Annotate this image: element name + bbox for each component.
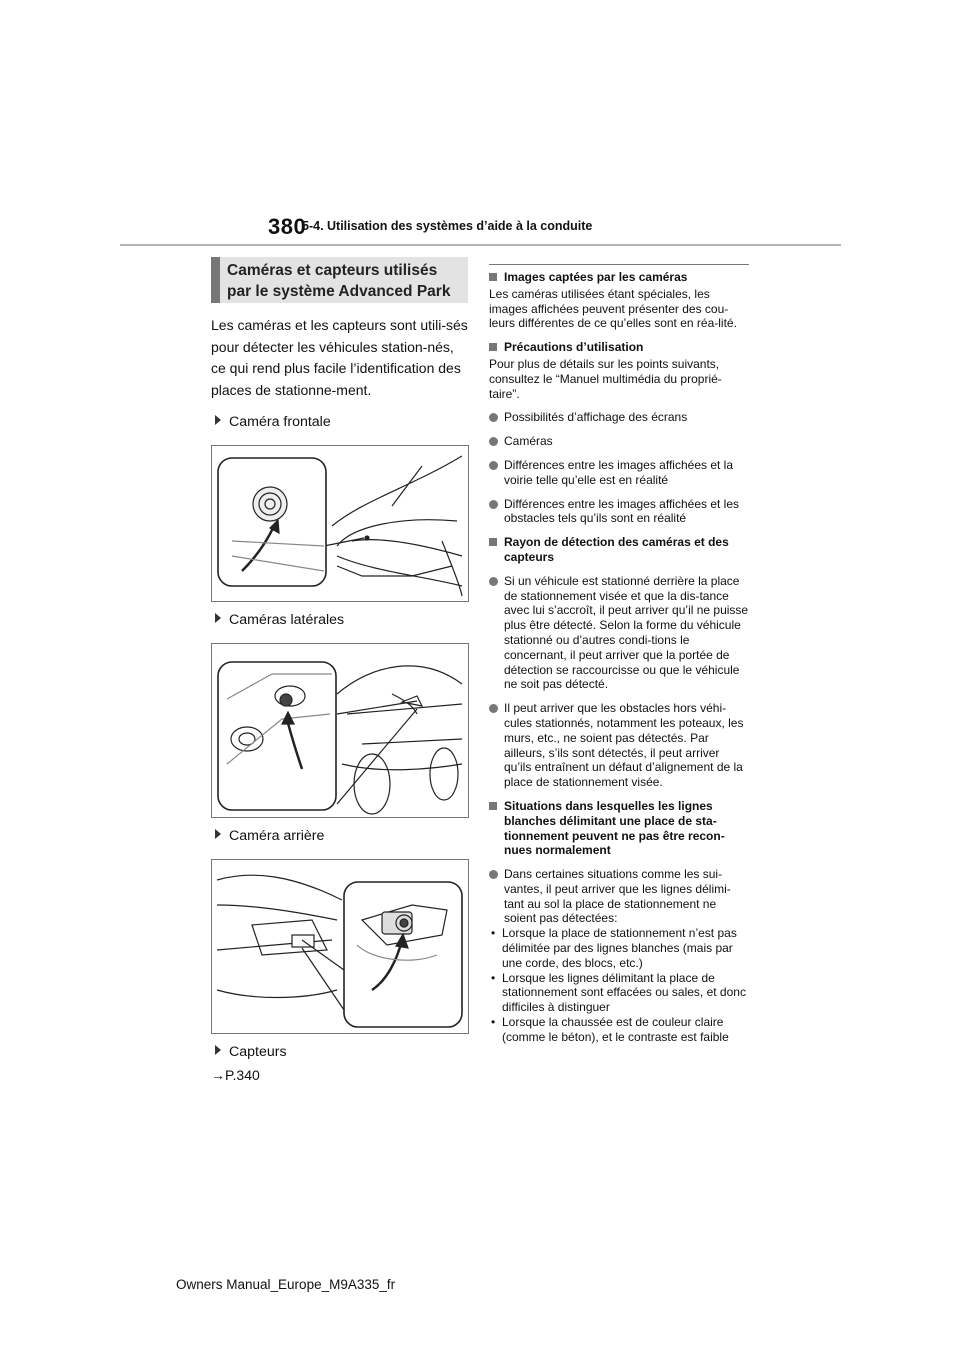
s1-text: Les caméras utilisées étant spéciales, les images affichées peuvent présenter des cou-leurs différentes de ce qu’elles sont en réa-lité. [489, 286, 737, 331]
left-column [211, 257, 468, 1083]
figure-front-camera [211, 445, 469, 602]
intro-paragraph: Les caméras et les capteurs sont utili-sés pour détecter les véhicules station-nés, ce qui rend plus facile l’identification des places de stationne-ment. [211, 317, 468, 398]
item-sensors: Capteurs [211, 1044, 468, 1060]
s4-sub-item-1: • Lorsque la place de stationnement n’est pas délimitée par des lignes blanches (mais par une corde, des blocs, etc.) [489, 926, 749, 970]
s2-bullet-1: Possibilités d’affichage des écrans [489, 410, 749, 425]
figure-side-cameras [211, 643, 469, 818]
heading-line-2: par le système Advanced Park [227, 283, 451, 300]
s3-bullet-1: Si un véhicule est stationné derrière la place de stationnement visée et que la dis-tance avec lui s’accroît, il peut arriver qu’il ne puisse plus être détecté. Selon la forme du véhicule stationné ou d’autres condi-tions le concernant, il peut arriver que la portée de détection se raccourcisse ou que le véhicule ne soit pas détecté. [489, 574, 749, 692]
page-number: 380 [268, 214, 307, 239]
front-camera-illustration [212, 446, 468, 601]
rear-camera-illustration [212, 860, 468, 1033]
heading-box [211, 257, 468, 303]
side-cameras-illustration [212, 644, 468, 817]
triangle-icon [215, 415, 221, 425]
s2-text: Pour plus de détails sur les points suivants, consultez le “Manuel multimédia du proprié-taire”. [489, 356, 722, 401]
item-rear-camera: Caméra arrière [211, 828, 468, 844]
s4-sub-list [489, 926, 749, 1044]
triangle-icon [215, 613, 221, 623]
s2-title: Précautions d’utilisation [489, 340, 749, 355]
s2-bullet-3: Différences entre les images affichées et la voirie telle qu’elle est en réalité [489, 458, 749, 488]
right-column [489, 264, 749, 1045]
header-rule [120, 244, 841, 246]
s2-bullet-4: Différences entre les images affichées et les obstacles tels qu’ils sont en réalité [489, 497, 749, 527]
s4-sub-item-2: • Lorsque les lignes délimitant la place de stationnement sont effacées ou sales, et donc difficiles à distinguer [489, 971, 749, 1015]
figure-rear-camera [211, 859, 469, 1034]
s1-title: Images captées par les caméras [489, 270, 749, 285]
triangle-icon [215, 829, 221, 839]
heading-line-1: Caméras et capteurs utilisés [227, 262, 438, 279]
item-side-cameras: Caméras latérales [211, 612, 468, 628]
s3-bullet-2: Il peut arriver que les obstacles hors véhi-cules stationnés, notamment les poteaux, les murs, etc., ne soient pas détectés. Par ailleurs, s’ils sont détectés, il peut arriver qu’ils entraînent un défaut d’alignement de la place de stationnement visée. [489, 701, 749, 790]
footer-manual-id: Owners Manual_Europe_M9A335_fr [176, 1277, 396, 1292]
triangle-icon [215, 1045, 221, 1055]
s4-bullet-1: Dans certaines situations comme les sui-vantes, il peut arriver que les lignes délimi-tant au sol la place de stationnement ne soient pas détectées: [489, 867, 749, 926]
sensors-page-reference[interactable]: →P.340 [211, 1067, 260, 1083]
right-column-rule [489, 264, 749, 265]
s3-title: Rayon de détection des caméras et des capteurs [489, 535, 749, 565]
item-front-camera: Caméra frontale [211, 414, 468, 430]
s2-bullet-2: Caméras [489, 434, 749, 449]
section-title: 5-4. Utilisation des systèmes d’aide à la conduite [302, 219, 593, 233]
s4-title: Situations dans lesquelles les lignes blanches délimitant une place de sta-tionnement peuvent ne pas être recon-nues normalement [489, 799, 749, 858]
s4-sub-item-3: • Lorsque la chaussée est de couleur claire (comme le béton), et le contraste est faible [489, 1015, 749, 1045]
